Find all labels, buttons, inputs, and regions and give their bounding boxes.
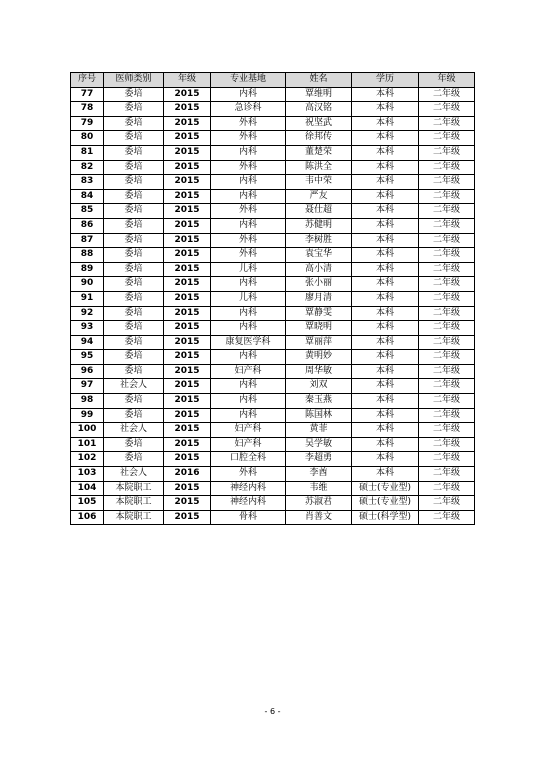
table-row — [71, 394, 475, 409]
cell-index: 92 — [71, 306, 104, 321]
cell-physician-type: 委培 — [104, 437, 164, 452]
cell-name: 廖月清 — [286, 291, 352, 306]
cell-grade: 二年级 — [419, 160, 475, 175]
cell-education: 本科 — [352, 175, 419, 190]
cell-grade: 二年级 — [419, 218, 475, 233]
cell-cohort-year: 2015 — [164, 204, 211, 219]
cell-cohort-year: 2015 — [164, 364, 211, 379]
cell-name: 严友 — [286, 189, 352, 204]
cell-education: 硕士(专业型) — [352, 481, 419, 496]
cell-name: 陈洪全 — [286, 160, 352, 175]
table-row — [71, 248, 475, 263]
cell-index: 96 — [71, 364, 104, 379]
cell-education: 本科 — [352, 102, 419, 117]
cell-education: 硕士(科学型) — [352, 510, 419, 525]
cell-grade: 二年级 — [419, 248, 475, 263]
cell-cohort-year: 2015 — [164, 496, 211, 511]
cell-grade: 二年级 — [419, 306, 475, 321]
cell-specialty-base: 内科 — [211, 394, 286, 409]
cell-specialty-base: 康复医学科 — [211, 335, 286, 350]
cell-specialty-base: 外科 — [211, 131, 286, 146]
cell-specialty-base: 内科 — [211, 350, 286, 365]
cell-grade: 二年级 — [419, 189, 475, 204]
cell-name: 聂仕超 — [286, 204, 352, 219]
cell-grade: 二年级 — [419, 175, 475, 190]
cell-education: 本科 — [352, 131, 419, 146]
cell-specialty-base: 内科 — [211, 408, 286, 423]
cell-physician-type: 委培 — [104, 87, 164, 102]
cell-education: 本科 — [352, 437, 419, 452]
cell-cohort-year: 2015 — [164, 291, 211, 306]
cell-index: 84 — [71, 189, 104, 204]
cell-physician-type: 委培 — [104, 145, 164, 160]
cell-index: 91 — [71, 291, 104, 306]
cell-physician-type: 委培 — [104, 350, 164, 365]
cell-cohort-year: 2015 — [164, 335, 211, 350]
table-row — [71, 496, 475, 511]
cell-grade: 二年级 — [419, 350, 475, 365]
cell-index: 85 — [71, 204, 104, 219]
cell-specialty-base: 神经内科 — [211, 496, 286, 511]
table-row — [71, 350, 475, 365]
cell-specialty-base: 儿科 — [211, 262, 286, 277]
cell-cohort-year: 2015 — [164, 218, 211, 233]
cell-index: 83 — [71, 175, 104, 190]
cell-cohort-year: 2015 — [164, 379, 211, 394]
cell-name: 覃丽萍 — [286, 335, 352, 350]
cell-grade: 二年级 — [419, 437, 475, 452]
cell-physician-type: 委培 — [104, 277, 164, 292]
cell-specialty-base: 外科 — [211, 116, 286, 131]
table-row — [71, 218, 475, 233]
cell-grade: 二年级 — [419, 408, 475, 423]
cell-education: 本科 — [352, 233, 419, 248]
cell-name: 祝坚武 — [286, 116, 352, 131]
cell-index: 102 — [71, 452, 104, 467]
table-row — [71, 175, 475, 190]
cell-specialty-base: 外科 — [211, 204, 286, 219]
cell-name: 秦玉燕 — [286, 394, 352, 409]
cell-specialty-base: 神经内科 — [211, 481, 286, 496]
cell-name: 李超勇 — [286, 452, 352, 467]
cell-specialty-base: 内科 — [211, 175, 286, 190]
cell-name: 吴学敏 — [286, 437, 352, 452]
cell-education: 本科 — [352, 408, 419, 423]
cell-grade: 二年级 — [419, 233, 475, 248]
cell-index: 86 — [71, 218, 104, 233]
cell-name: 张小丽 — [286, 277, 352, 292]
cell-name: 董楚荣 — [286, 145, 352, 160]
cell-education: 本科 — [352, 306, 419, 321]
header-grade: 年级 — [419, 73, 475, 88]
cell-physician-type: 委培 — [104, 364, 164, 379]
header-name: 姓名 — [286, 73, 352, 88]
header-index: 序号 — [71, 73, 104, 88]
cell-index: 106 — [71, 510, 104, 525]
cell-index: 90 — [71, 277, 104, 292]
cell-cohort-year: 2015 — [164, 350, 211, 365]
cell-specialty-base: 妇产科 — [211, 364, 286, 379]
cell-grade: 二年级 — [419, 277, 475, 292]
cell-specialty-base: 内科 — [211, 87, 286, 102]
cell-education: 本科 — [352, 116, 419, 131]
cell-grade: 二年级 — [419, 452, 475, 467]
cell-grade: 二年级 — [419, 102, 475, 117]
cell-name: 陈国林 — [286, 408, 352, 423]
cell-specialty-base: 外科 — [211, 467, 286, 482]
cell-education: 本科 — [352, 145, 419, 160]
cell-physician-type: 委培 — [104, 306, 164, 321]
table-row — [71, 306, 475, 321]
cell-index: 87 — [71, 233, 104, 248]
cell-cohort-year: 2015 — [164, 233, 211, 248]
cell-name: 李酋 — [286, 467, 352, 482]
cell-cohort-year: 2015 — [164, 408, 211, 423]
cell-grade: 二年级 — [419, 394, 475, 409]
cell-physician-type: 委培 — [104, 452, 164, 467]
cell-grade: 二年级 — [419, 335, 475, 350]
roster-table — [70, 72, 475, 525]
table-row — [71, 131, 475, 146]
cell-name: 覃维明 — [286, 87, 352, 102]
cell-physician-type: 委培 — [104, 291, 164, 306]
cell-education: 本科 — [352, 452, 419, 467]
cell-grade: 二年级 — [419, 423, 475, 438]
cell-grade: 二年级 — [419, 204, 475, 219]
cell-specialty-base: 骨科 — [211, 510, 286, 525]
cell-specialty-base: 内科 — [211, 277, 286, 292]
cell-cohort-year: 2015 — [164, 394, 211, 409]
cell-physician-type: 委培 — [104, 160, 164, 175]
cell-cohort-year: 2015 — [164, 481, 211, 496]
table-row — [71, 437, 475, 452]
cell-cohort-year: 2015 — [164, 510, 211, 525]
cell-cohort-year: 2015 — [164, 437, 211, 452]
cell-specialty-base: 妇产科 — [211, 423, 286, 438]
table-row — [71, 408, 475, 423]
cell-specialty-base: 外科 — [211, 248, 286, 263]
cell-specialty-base: 外科 — [211, 160, 286, 175]
cell-specialty-base: 内科 — [211, 218, 286, 233]
cell-cohort-year: 2015 — [164, 321, 211, 336]
cell-physician-type: 委培 — [104, 321, 164, 336]
cell-education: 本科 — [352, 189, 419, 204]
header-physician-type: 医师类别 — [104, 73, 164, 88]
cell-specialty-base: 儿科 — [211, 291, 286, 306]
cell-physician-type: 本院职工 — [104, 496, 164, 511]
cell-specialty-base: 急诊科 — [211, 102, 286, 117]
cell-education: 本科 — [352, 262, 419, 277]
header-education: 学历 — [352, 73, 419, 88]
cell-grade: 二年级 — [419, 291, 475, 306]
table-row — [71, 467, 475, 482]
table-row — [71, 262, 475, 277]
cell-grade: 二年级 — [419, 467, 475, 482]
cell-index: 93 — [71, 321, 104, 336]
table-row — [71, 423, 475, 438]
cell-physician-type: 委培 — [104, 248, 164, 263]
cell-name: 覃静雯 — [286, 306, 352, 321]
cell-physician-type: 社会人 — [104, 379, 164, 394]
cell-index: 95 — [71, 350, 104, 365]
cell-physician-type: 社会人 — [104, 423, 164, 438]
cell-physician-type: 委培 — [104, 408, 164, 423]
cell-grade: 二年级 — [419, 379, 475, 394]
cell-education: 本科 — [352, 87, 419, 102]
cell-education: 本科 — [352, 394, 419, 409]
cell-cohort-year: 2015 — [164, 116, 211, 131]
cell-cohort-year: 2015 — [164, 248, 211, 263]
cell-name: 徐邦传 — [286, 131, 352, 146]
header-cohort-year: 年级 — [164, 73, 211, 88]
cell-education: 本科 — [352, 364, 419, 379]
cell-cohort-year: 2015 — [164, 102, 211, 117]
cell-physician-type: 委培 — [104, 131, 164, 146]
cell-grade: 二年级 — [419, 364, 475, 379]
cell-name: 周华敏 — [286, 364, 352, 379]
cell-index: 103 — [71, 467, 104, 482]
table-row — [71, 481, 475, 496]
cell-name: 高小清 — [286, 262, 352, 277]
cell-index: 89 — [71, 262, 104, 277]
cell-cohort-year: 2015 — [164, 87, 211, 102]
cell-physician-type: 社会人 — [104, 467, 164, 482]
cell-education: 本科 — [352, 248, 419, 263]
cell-cohort-year: 2015 — [164, 189, 211, 204]
table-row — [71, 277, 475, 292]
table-row — [71, 291, 475, 306]
header-row — [71, 73, 475, 88]
cell-grade: 二年级 — [419, 131, 475, 146]
cell-education: 本科 — [352, 379, 419, 394]
cell-physician-type: 委培 — [104, 175, 164, 190]
cell-index: 79 — [71, 116, 104, 131]
cell-grade: 二年级 — [419, 481, 475, 496]
table-body — [71, 87, 475, 525]
cell-name: 刘双 — [286, 379, 352, 394]
cell-physician-type: 委培 — [104, 102, 164, 117]
table-row — [71, 321, 475, 336]
cell-education: 本科 — [352, 335, 419, 350]
cell-index: 104 — [71, 481, 104, 496]
cell-cohort-year: 2015 — [164, 277, 211, 292]
table-header — [71, 73, 475, 88]
cell-cohort-year: 2015 — [164, 145, 211, 160]
cell-grade: 二年级 — [419, 321, 475, 336]
cell-index: 98 — [71, 394, 104, 409]
cell-index: 101 — [71, 437, 104, 452]
table-row — [71, 379, 475, 394]
cell-specialty-base: 内科 — [211, 379, 286, 394]
cell-specialty-base: 口腔全科 — [211, 452, 286, 467]
cell-specialty-base: 内科 — [211, 145, 286, 160]
cell-name: 苏健明 — [286, 218, 352, 233]
cell-education: 本科 — [352, 204, 419, 219]
cell-cohort-year: 2015 — [164, 160, 211, 175]
cell-index: 105 — [71, 496, 104, 511]
cell-specialty-base: 内科 — [211, 306, 286, 321]
cell-name: 李树胜 — [286, 233, 352, 248]
cell-name: 高汉铭 — [286, 102, 352, 117]
cell-index: 80 — [71, 131, 104, 146]
table-row — [71, 233, 475, 248]
cell-name: 苏淑君 — [286, 496, 352, 511]
cell-index: 82 — [71, 160, 104, 175]
cell-grade: 二年级 — [419, 116, 475, 131]
cell-cohort-year: 2015 — [164, 306, 211, 321]
cell-physician-type: 委培 — [104, 262, 164, 277]
table-row — [71, 160, 475, 175]
cell-name: 黄明妙 — [286, 350, 352, 365]
cell-education: 本科 — [352, 291, 419, 306]
cell-cohort-year: 2015 — [164, 131, 211, 146]
cell-education: 本科 — [352, 423, 419, 438]
cell-physician-type: 委培 — [104, 218, 164, 233]
cell-name: 肖善文 — [286, 510, 352, 525]
cell-cohort-year: 2015 — [164, 423, 211, 438]
cell-specialty-base: 外科 — [211, 233, 286, 248]
cell-grade: 二年级 — [419, 145, 475, 160]
cell-physician-type: 本院职工 — [104, 510, 164, 525]
cell-index: 78 — [71, 102, 104, 117]
cell-physician-type: 委培 — [104, 394, 164, 409]
cell-cohort-year: 2015 — [164, 452, 211, 467]
table-row — [71, 364, 475, 379]
cell-physician-type: 委培 — [104, 189, 164, 204]
cell-physician-type: 委培 — [104, 204, 164, 219]
cell-grade: 二年级 — [419, 87, 475, 102]
table-row — [71, 335, 475, 350]
cell-cohort-year: 2016 — [164, 467, 211, 482]
cell-specialty-base: 妇产科 — [211, 437, 286, 452]
cell-education: 本科 — [352, 218, 419, 233]
cell-name: 袁宝华 — [286, 248, 352, 263]
cell-index: 97 — [71, 379, 104, 394]
cell-name: 覃晓明 — [286, 321, 352, 336]
cell-grade: 二年级 — [419, 510, 475, 525]
cell-education: 本科 — [352, 160, 419, 175]
cell-index: 94 — [71, 335, 104, 350]
header-specialty-base: 专业基地 — [211, 73, 286, 88]
table-row — [71, 510, 475, 525]
cell-specialty-base: 内科 — [211, 321, 286, 336]
page-number: - 6 - — [264, 707, 281, 716]
cell-index: 99 — [71, 408, 104, 423]
cell-specialty-base: 内科 — [211, 189, 286, 204]
cell-index: 100 — [71, 423, 104, 438]
table-row — [71, 189, 475, 204]
cell-physician-type: 本院职工 — [104, 481, 164, 496]
cell-cohort-year: 2015 — [164, 175, 211, 190]
cell-physician-type: 委培 — [104, 116, 164, 131]
cell-education: 本科 — [352, 350, 419, 365]
table-row — [71, 87, 475, 102]
cell-grade: 二年级 — [419, 262, 475, 277]
table-row — [71, 452, 475, 467]
cell-education: 本科 — [352, 467, 419, 482]
cell-name: 韦中荣 — [286, 175, 352, 190]
cell-physician-type: 委培 — [104, 335, 164, 350]
table-row — [71, 204, 475, 219]
table-row — [71, 102, 475, 117]
table-row — [71, 145, 475, 160]
table-row — [71, 116, 475, 131]
cell-index: 88 — [71, 248, 104, 263]
cell-cohort-year: 2015 — [164, 262, 211, 277]
cell-name: 黄菲 — [286, 423, 352, 438]
cell-index: 81 — [71, 145, 104, 160]
cell-education: 本科 — [352, 277, 419, 292]
cell-name: 韦维 — [286, 481, 352, 496]
cell-education: 本科 — [352, 321, 419, 336]
cell-index: 77 — [71, 87, 104, 102]
cell-physician-type: 委培 — [104, 233, 164, 248]
cell-grade: 二年级 — [419, 496, 475, 511]
cell-education: 硕士(专业型) — [352, 496, 419, 511]
